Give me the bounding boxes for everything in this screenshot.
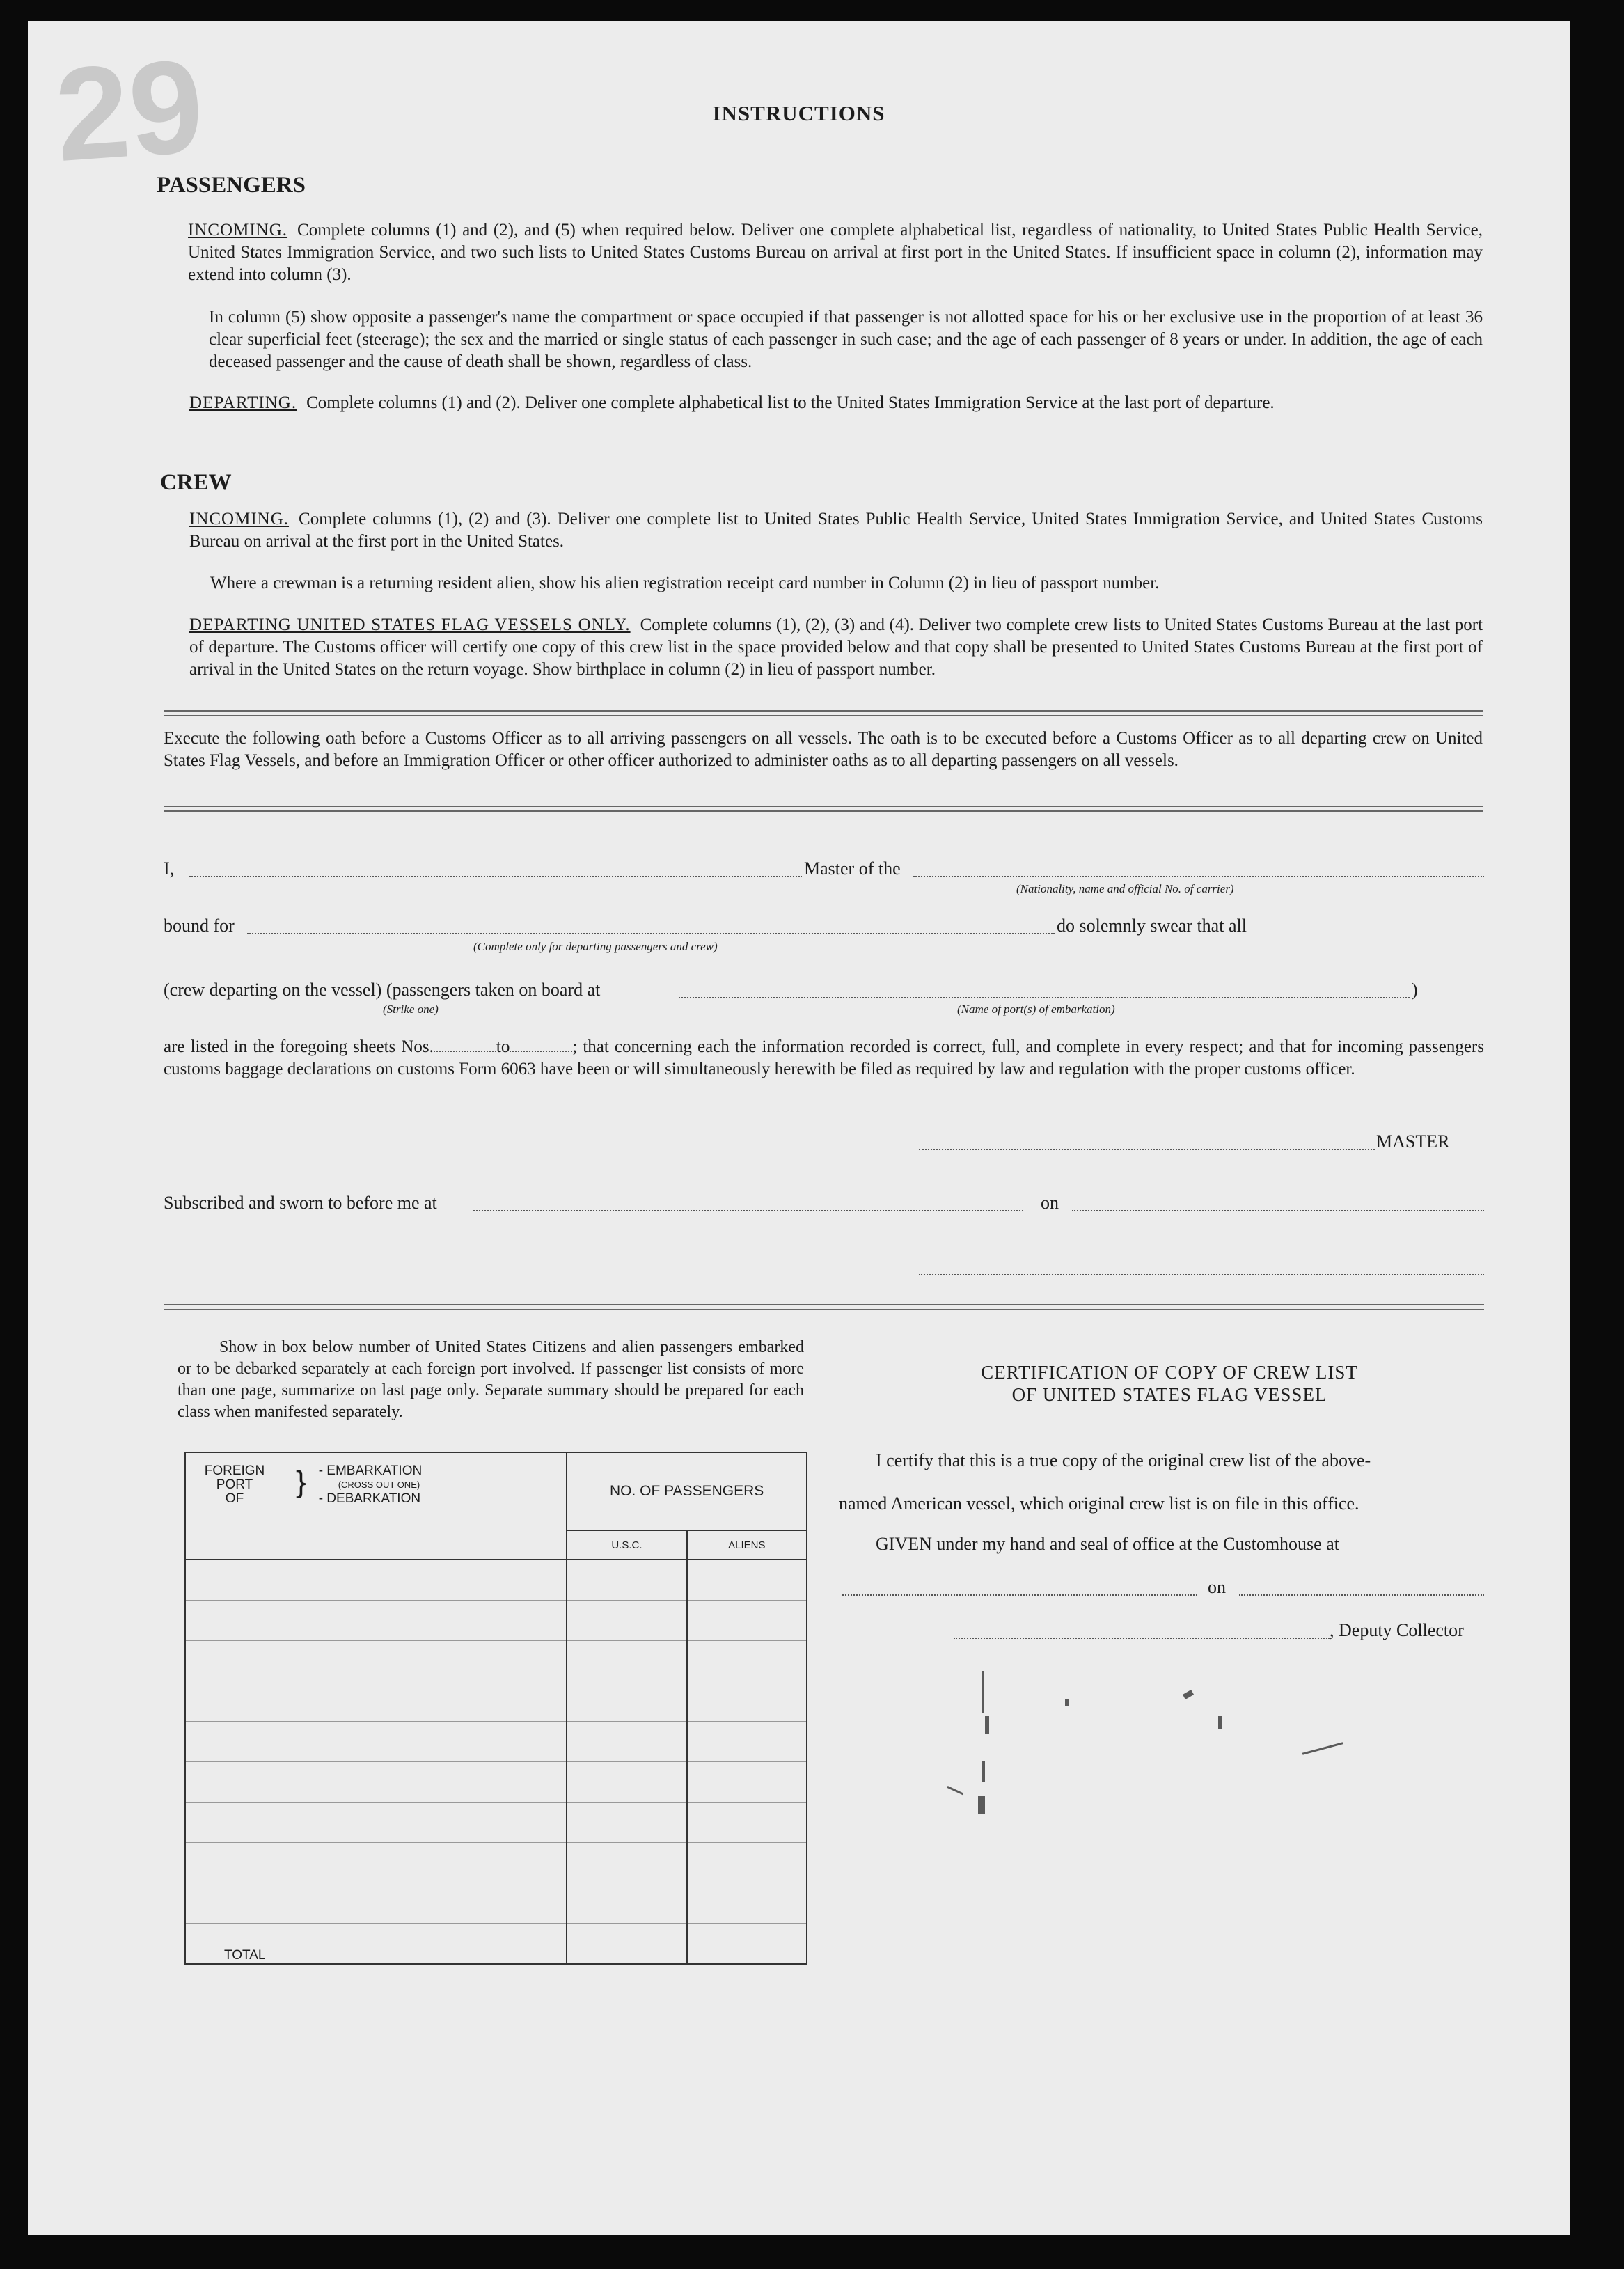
table-row: [185, 1843, 807, 1883]
certification-date-field[interactable]: [1239, 1594, 1484, 1596]
crew-heading: CREW: [160, 470, 232, 495]
margin-page-number: 29: [50, 31, 208, 190]
cross-out-label: (CROSS OUT ONE): [338, 1479, 420, 1490]
port-header: [185, 1452, 567, 1560]
bound-caption: (Complete only for departing passengers and crew): [473, 940, 718, 953]
listed-paragraph: [164, 1036, 1484, 1081]
usc-cell[interactable]: [567, 1681, 686, 1722]
aliens-cell[interactable]: [687, 1560, 807, 1601]
crew-resident-paragraph: Where a crewman is a returning resident alien, show his alien registration receipt card number in Column (2) in lieu of passport number.: [210, 574, 1160, 592]
listed-text-b: ; that concerning each the information recorded is correct, full, and complete in every respect; and that for incoming passengers customs baggage declarations on customs Form 6063 have been or will simultaneously herewith be filed as required by law and regulation with the proper customs officer.: [164, 1037, 1484, 1078]
port-cell[interactable]: [185, 1883, 567, 1924]
aliens-cell[interactable]: [687, 1843, 807, 1883]
stamp-residue: [828, 1650, 1455, 1859]
master-of-label: Master of the: [804, 858, 901, 879]
passenger-summary-table: [184, 1452, 807, 1965]
divider: [164, 806, 1483, 812]
page-title: INSTRUCTIONS: [712, 101, 885, 125]
port-cell[interactable]: [185, 1843, 567, 1883]
summary-instructions: Show in box below number of United States Citizens and alien passengers embarked or to be debarked separately at each foreign port involved. If passenger list consists of more than one page, summarize on last page only. Separate summary should be prepared for each class when manifested separately.: [178, 1338, 804, 1421]
port-cell[interactable]: [185, 1722, 567, 1762]
usc-cell[interactable]: [567, 1883, 686, 1924]
no-passengers-header: NO. OF PASSENGERS: [567, 1452, 807, 1530]
usc-cell[interactable]: [567, 1722, 686, 1762]
master-signature-field[interactable]: [919, 1149, 1375, 1150]
passengers-departing-paragraph: [189, 392, 1483, 414]
passengers-column5-paragraph: In column (5) show opposite a passenger's name the compartment or space occupied if that passenger is not allotted space for his or her exclusive use in the proportion of at least 36 clear superficial feet (steerage); the sex and the married or single status of each passenger in such case; and the age of each passenger of 8 years or under. In addition, the age of each deceased passenger and the cause of death shall be shown, regardless of class.: [209, 308, 1483, 371]
certification-title: [849, 1361, 1490, 1406]
aliens-cell[interactable]: [687, 1601, 807, 1641]
usc-cell[interactable]: [567, 1601, 686, 1641]
passengers-incoming-text: Complete columns (1) and (2), and (5) when required below. Deliver one complete alphabetical list, regardless of nationality, to United States Public Health Service, United States Immigration Service, and two such lists to United States Customs Bureau on arrival at first port in the United States. If insufficient space in column (2), information may extend into column (3).: [188, 221, 1483, 284]
strike-caption: (Strike one): [383, 1003, 439, 1016]
carrier-field[interactable]: [913, 876, 1484, 877]
divider: [164, 1304, 1484, 1310]
swear-label: do solemnly swear that all: [1057, 916, 1247, 936]
port-label: PORT: [216, 1477, 253, 1492]
close-paren: ): [1412, 980, 1418, 1000]
certification-line2: named American vessel, which original crew list is on file in this office.: [839, 1493, 1359, 1514]
crew-flag-paragraph: [189, 614, 1483, 681]
table-row: [185, 1601, 807, 1641]
passengers-incoming-paragraph: [188, 219, 1483, 286]
deputy-signature-field[interactable]: [954, 1638, 1330, 1639]
master-name-field[interactable]: [189, 876, 802, 877]
sheet-to-field[interactable]: [510, 1037, 572, 1052]
form-page: [28, 21, 1570, 2235]
total-label: TOTAL: [185, 1924, 567, 1965]
sworn-on-label: on: [1041, 1193, 1059, 1213]
of-label: OF: [225, 1491, 244, 1506]
port-cell[interactable]: [185, 1601, 567, 1641]
usc-total-cell[interactable]: [567, 1924, 686, 1965]
subscribed-label: Subscribed and sworn to before me at: [164, 1193, 437, 1213]
embarkation-label: - EMBARKATION: [318, 1463, 423, 1478]
customhouse-field[interactable]: [842, 1594, 1197, 1596]
port-embarkation-field[interactable]: [679, 997, 1410, 998]
certification-title-line1: CERTIFICATION OF COPY OF CREW LIST: [981, 1362, 1358, 1383]
aliens-header: ALIENS: [687, 1530, 807, 1560]
aliens-cell[interactable]: [687, 1641, 807, 1681]
master-label: MASTER: [1376, 1131, 1450, 1152]
table-row: [185, 1681, 807, 1722]
usc-header: U.S.C.: [567, 1530, 686, 1560]
debarkation-label: - DEBARKATION: [318, 1491, 421, 1506]
port-cell[interactable]: [185, 1560, 567, 1601]
aliens-cell[interactable]: [687, 1883, 807, 1924]
crew-incoming-head: INCOMING.: [189, 510, 290, 528]
crew-departing-label: (crew departing on the vessel) (passengers taken on board at: [164, 980, 601, 1000]
certification-title-line2: OF UNITED STATES FLAG VESSEL: [1011, 1384, 1327, 1405]
port-cell[interactable]: [185, 1641, 567, 1681]
listed-to: to: [496, 1037, 510, 1056]
port-cell[interactable]: [185, 1762, 567, 1803]
ports-caption: (Name of port(s) of embarkation): [957, 1003, 1115, 1016]
crew-incoming-text: Complete columns (1), (2) and (3). Deliver one complete list to United States Public Health Service, United States Immigration Service, and United States Customs Bureau on arrival at the first port in the United States.: [189, 510, 1483, 551]
certification-line3: GIVEN under my hand and seal of office at the Customhouse at: [876, 1534, 1339, 1554]
crew-flag-head: DEPARTING UNITED STATES FLAG VESSELS ONLY.: [189, 615, 631, 634]
aliens-cell[interactable]: [687, 1681, 807, 1722]
oath-i-label: I,: [164, 858, 175, 879]
port-cell[interactable]: [185, 1681, 567, 1722]
certification-line1: I certify that this is a true copy of the original crew list of the above-: [876, 1450, 1371, 1470]
aliens-cell[interactable]: [687, 1803, 807, 1843]
sworn-date-field[interactable]: [1072, 1210, 1484, 1211]
deputy-collector-label: , Deputy Collector: [1330, 1620, 1464, 1640]
table-row: [185, 1803, 807, 1843]
passengers-heading: PASSENGERS: [157, 173, 306, 198]
table-row: [185, 1560, 807, 1601]
usc-cell[interactable]: [567, 1762, 686, 1803]
embark-debark: [319, 1464, 423, 1506]
crew-flag-text: Complete columns (1), (2), (3) and (4). Deliver two complete crew lists to United States Customs Bureau at the last port of departure. The Customs officer will certify one copy of this crew list in the space provided below and that copy shall be presented to United States Customs Bureau at the first port of arrival in the United States on the return voyage. Show birthplace in column (2) in lieu of passport number.: [189, 615, 1483, 679]
oath-intro: Execute the following oath before a Customs Officer as to all arriving passengers on all vessels. The oath is to be executed before a Customs Officer as to all departing crew on United States Flag Vessels, and before an Immigration Officer or other officer authorized to administer oaths as to all departing passengers on all vessels.: [164, 729, 1483, 770]
passengers-departing-text: Complete columns (1) and (2). Deliver one complete alphabetical list to the United States Immigration Service at the last port of departure.: [306, 393, 1275, 412]
bound-for-label: bound for: [164, 916, 235, 936]
usc-cell[interactable]: [567, 1843, 686, 1883]
passengers-departing-head: DEPARTING.: [189, 393, 297, 412]
aliens-cell[interactable]: [687, 1762, 807, 1803]
passengers-incoming-head: INCOMING.: [188, 221, 288, 240]
officer-signature-field[interactable]: [919, 1274, 1484, 1275]
brace-glyph: }: [296, 1465, 306, 1499]
usc-cell[interactable]: [567, 1560, 686, 1601]
total-row: [185, 1924, 807, 1965]
usc-cell[interactable]: [567, 1803, 686, 1843]
foreign-label: FOREIGN: [204, 1463, 265, 1478]
aliens-total-cell[interactable]: [687, 1924, 807, 1965]
table-row: [185, 1762, 807, 1803]
table-row: [185, 1883, 807, 1924]
aliens-cell[interactable]: [687, 1722, 807, 1762]
port-cell[interactable]: [185, 1803, 567, 1843]
sheet-from-field[interactable]: [434, 1037, 496, 1052]
sworn-place-field[interactable]: [473, 1210, 1023, 1211]
table-row: [185, 1641, 807, 1681]
usc-cell[interactable]: [567, 1641, 686, 1681]
crew-incoming-paragraph: [189, 508, 1483, 553]
foreign-port-of: [186, 1464, 283, 1506]
certification-on-label: on: [1208, 1577, 1226, 1597]
table-row: [185, 1722, 807, 1762]
divider: [164, 710, 1483, 716]
listed-text-a: are listed in the foregoing sheets Nos.: [164, 1037, 434, 1056]
bound-for-field[interactable]: [247, 933, 1055, 934]
carrier-caption: (Nationality, name and official No. of carrier): [1016, 882, 1234, 895]
